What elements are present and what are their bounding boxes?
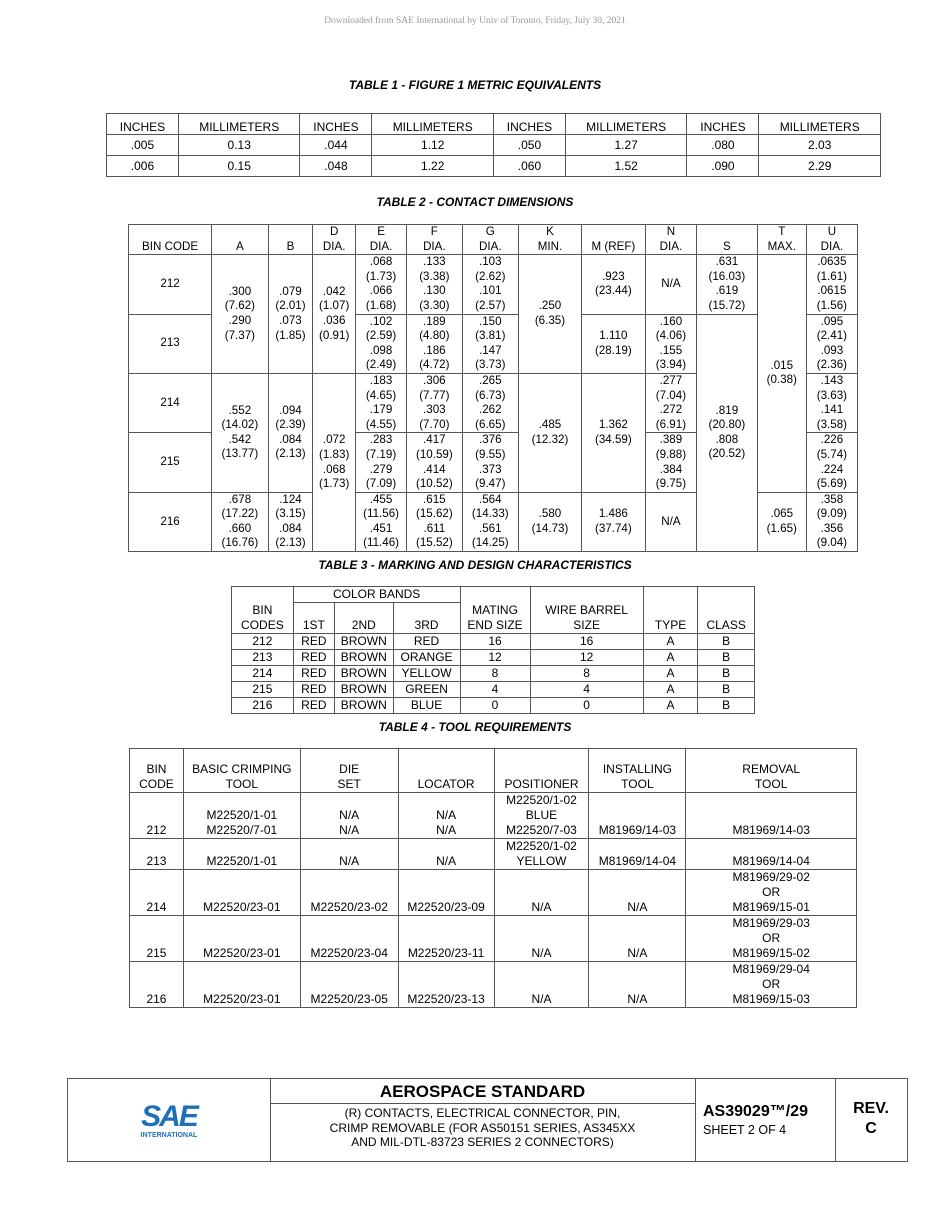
header-cell: T MAX.: [757, 225, 806, 255]
dim-g-cell: .564 (14.33) .561 (14.25): [462, 492, 518, 551]
table-cell: M22520/1-02 BLUE M22520/7-03: [494, 793, 589, 839]
table-cell: A: [643, 682, 698, 698]
table-cell: M22520/23-02: [300, 870, 398, 916]
table-cell: M22520/23-13: [398, 962, 494, 1008]
table-cell: .060: [493, 156, 565, 177]
table1-title: TABLE 1 - FIGURE 1 METRIC EQUIVALENTS: [348, 78, 602, 92]
dim-b-cell: .094 (2.39) .084 (2.13): [268, 373, 313, 492]
header-cell: BASIC CRIMPING TOOL: [183, 749, 300, 793]
dim-n-cell: .389 (9.88) .384 (9.75): [645, 433, 696, 492]
download-watermark: Downloaded from SAE International by Univ of Toronto, Friday, July 30, 2021: [324, 16, 626, 26]
dim-n-cell: N/A: [645, 255, 696, 314]
table-cell: 12: [460, 650, 530, 666]
table-cell: N/A: [494, 962, 589, 1008]
table-cell: A: [643, 634, 698, 650]
table-cell: M22520/23-01: [183, 962, 300, 1008]
header-cell: INCHES: [107, 114, 179, 135]
table2-title: TABLE 2 - CONTACT DIMENSIONS: [376, 195, 574, 209]
table-cell: 4: [460, 682, 530, 698]
table-cell: RED: [293, 634, 334, 650]
table3-header-row: [232, 587, 755, 603]
header-cell: 3RD: [393, 603, 460, 634]
table-cell: 1.27: [565, 135, 687, 156]
header-cell: INCHES: [300, 114, 372, 135]
header-cell: M (REF): [581, 225, 645, 255]
bin-code-cell: 215: [129, 433, 212, 492]
header-cell: BIN CODE: [129, 225, 212, 255]
table-cell: 213: [130, 839, 184, 870]
dim-f-cell: .615 (15.62) .611 (15.52): [407, 492, 462, 551]
table-cell: RED: [293, 682, 334, 698]
table1-metric-equivalents: [106, 113, 881, 177]
logo-cell: [68, 1079, 271, 1161]
table-cell: .090: [687, 156, 759, 177]
table-cell: YELLOW: [393, 666, 460, 682]
table-cell: 12: [530, 650, 643, 666]
table-row: [232, 682, 755, 698]
dim-f-cell: .133 (3.38) .130 (3.30): [407, 255, 462, 314]
table-cell: M22520/23-01: [183, 916, 300, 962]
dim-u-cell: .226 (5.74) .224 (5.69): [806, 433, 857, 492]
table-cell: 16: [460, 634, 530, 650]
header-cell: 1ST: [293, 603, 334, 634]
header-cell: BIN CODES: [232, 587, 294, 634]
header-cell: F DIA.: [407, 225, 462, 255]
table-cell: M81969/14-04: [686, 839, 857, 870]
table-cell: BROWN: [334, 682, 393, 698]
table1-header-row: [107, 114, 881, 135]
dim-n-cell: .160 (4.06) .155 (3.94): [645, 314, 696, 373]
table-cell: N/A: [589, 916, 686, 962]
table-row: [130, 962, 857, 1008]
table-cell: BROWN: [334, 666, 393, 682]
table-cell: .050: [493, 135, 565, 156]
dim-u-cell: .143 (3.63) .141 (3.58): [806, 373, 857, 432]
sheet-number: SHEET 2 OF 4: [703, 1123, 787, 1137]
table-cell: BROWN: [334, 698, 393, 714]
table-cell: 212: [130, 793, 184, 839]
dim-g-cell: .376 (9.55) .373 (9.47): [462, 433, 518, 492]
dim-e-cell: .455 (11.56) .451 (11.46): [355, 492, 406, 551]
table2-header-row: [129, 225, 858, 255]
table-cell: M81969/14-04: [589, 839, 686, 870]
dim-b-cell: .079 (2.01) .073 (1.85): [268, 255, 313, 374]
table-cell: N/A: [300, 839, 398, 870]
table-row: [107, 156, 881, 177]
dim-n-cell: N/A: [645, 492, 696, 551]
header-cell: INCHES: [493, 114, 565, 135]
table-cell: 8: [530, 666, 643, 682]
header-cell: MILLIMETERS: [565, 114, 687, 135]
dim-g-cell: .103 (2.62) .101 (2.57): [462, 255, 518, 314]
table-cell: 1.22: [372, 156, 494, 177]
dim-b-cell: .124 (3.15) .084 (2.13): [268, 492, 313, 551]
dim-k-cell: .485 (12.32): [519, 373, 582, 492]
table-cell: 1.12: [372, 135, 494, 156]
table-cell: RED: [293, 650, 334, 666]
table-cell: RED: [393, 634, 460, 650]
header-cell: REMOVAL TOOL: [686, 749, 857, 793]
table-cell: 0: [460, 698, 530, 714]
header-cell: CLASS: [698, 587, 755, 634]
header-cell: E DIA.: [355, 225, 406, 255]
logo-text: SAE: [141, 1100, 197, 1133]
dim-d-cell: .072 (1.83) .068 (1.73): [313, 373, 356, 551]
table3-title: TABLE 3 - MARKING AND DESIGN CHARACTERISTICS: [318, 558, 632, 572]
dim-m-cell: 1.110 (28.19): [581, 314, 645, 373]
dim-g-cell: .265 (6.73) .262 (6.65): [462, 373, 518, 432]
table-cell: M22520/23-05: [300, 962, 398, 1008]
table-row: [130, 916, 857, 962]
table-cell: M81969/14-03: [589, 793, 686, 839]
table-cell: B: [698, 682, 755, 698]
table-cell: 215: [232, 682, 294, 698]
header-cell: INSTALLING TOOL: [589, 749, 686, 793]
table-row: [130, 839, 857, 870]
dim-e-cell: .068 (1.73) .066 (1.68): [355, 255, 406, 314]
table-cell: 215: [130, 916, 184, 962]
bin-code-cell: 212: [129, 255, 212, 314]
table-cell: M22520/1-01 M22520/7-01: [183, 793, 300, 839]
table-cell: .005: [107, 135, 179, 156]
table-cell: A: [643, 698, 698, 714]
bin-code-cell: 213: [129, 314, 212, 373]
table3-marking-design: [231, 586, 755, 714]
table-cell: A: [643, 650, 698, 666]
standard-description: (R) CONTACTS, ELECTRICAL CONNECTOR, PIN, CRIMP REMOVABLE (FOR AS50151 SERIES, AS345XX AND MIL-DTL-83723 SERIES 2 CONNECTORS): [329, 1106, 636, 1149]
dim-t-cell: .015 (0.38): [757, 255, 806, 493]
bin-code-cell: 214: [129, 373, 212, 432]
bin-code-cell: 216: [129, 492, 212, 551]
table-cell: .006: [107, 156, 179, 177]
header-cell: B: [268, 225, 313, 255]
revision-value: C: [865, 1120, 877, 1137]
table-row: [107, 135, 881, 156]
document-number: AS39029™/29: [703, 1103, 808, 1120]
dim-a-cell: .552 (14.02) .542 (13.77): [212, 373, 268, 492]
table-cell: RED: [293, 698, 334, 714]
table-cell: N/A: [398, 839, 494, 870]
table-cell: 0: [530, 698, 643, 714]
dim-k-cell: .250 (6.35): [519, 255, 582, 374]
standard-cell: [270, 1079, 696, 1161]
table-cell: N/A: [494, 870, 589, 916]
table2-contact-dimensions: [128, 224, 858, 552]
table-cell: RED: [293, 666, 334, 682]
table-cell: 213: [232, 650, 294, 666]
dim-f-cell: .306 (7.77) .303 (7.70): [407, 373, 462, 432]
table-cell: 2.03: [759, 135, 881, 156]
header-cell: K MIN.: [519, 225, 582, 255]
table-cell: 214: [130, 870, 184, 916]
header-cell: G DIA.: [462, 225, 518, 255]
table-cell: .044: [300, 135, 372, 156]
table-cell: 0.15: [178, 156, 300, 177]
table-cell: M81969/14-03: [686, 793, 857, 839]
table-row: [232, 698, 755, 714]
table-cell: 0.13: [178, 135, 300, 156]
logo-subtext: INTERNATIONAL: [140, 1132, 198, 1139]
table4-header-row: [130, 749, 857, 793]
dim-e-cell: .183 (4.65) .179 (4.55): [355, 373, 406, 432]
header-cell: BIN CODE: [130, 749, 184, 793]
header-cell: INCHES: [687, 114, 759, 135]
header-cell: DIE SET: [300, 749, 398, 793]
table-cell: B: [698, 666, 755, 682]
header-cell: S: [697, 225, 758, 255]
dim-m-cell: 1.362 (34.59): [581, 373, 645, 492]
table-cell: 4: [530, 682, 643, 698]
dim-t-cell: .065 (1.65): [757, 492, 806, 551]
header-cell: MILLIMETERS: [178, 114, 300, 135]
table-cell: A: [643, 666, 698, 682]
header-cell: MATING END SIZE: [460, 587, 530, 634]
table-cell: 16: [530, 634, 643, 650]
table-cell: B: [698, 634, 755, 650]
table-cell: M22520/23-04: [300, 916, 398, 962]
header-cell: 2ND: [334, 603, 393, 634]
header-cell: MILLIMETERS: [372, 114, 494, 135]
header-cell: A: [212, 225, 268, 255]
header-cell: LOCATOR: [398, 749, 494, 793]
table-cell: M22520/1-01: [183, 839, 300, 870]
table-cell: M81969/29-02 OR M81969/15-01: [686, 870, 857, 916]
dim-m-cell: .923 (23.44): [581, 255, 645, 314]
color-bands-header: COLOR BANDS: [293, 587, 460, 603]
dim-e-cell: .283 (7.19) .279 (7.09): [355, 433, 406, 492]
dim-d-cell: .042 (1.07) .036 (0.91): [313, 255, 356, 374]
table-cell: .080: [687, 135, 759, 156]
table-cell: M22520/23-11: [398, 916, 494, 962]
header-cell: U DIA.: [806, 225, 857, 255]
dim-u-cell: .095 (2.41) .093 (2.36): [806, 314, 857, 373]
header-cell: N DIA.: [645, 225, 696, 255]
table-cell: .048: [300, 156, 372, 177]
table-cell: 214: [232, 666, 294, 682]
table-cell: N/A N/A: [300, 793, 398, 839]
dim-k-cell: .580 (14.73): [519, 492, 582, 551]
header-cell: TYPE: [643, 587, 698, 634]
dim-u-cell: .0635 (1.61) .0615 (1.56): [806, 255, 857, 314]
table-row: [130, 870, 857, 916]
table-cell: B: [698, 698, 755, 714]
table-row: [130, 793, 857, 839]
table4-title: TABLE 4 - TOOL REQUIREMENTS: [378, 720, 572, 734]
table-cell: N/A: [494, 916, 589, 962]
dim-m-cell: 1.486 (37.74): [581, 492, 645, 551]
revision-cell: [835, 1079, 907, 1161]
table4-tool-requirements: [129, 748, 857, 1008]
dim-a-cell: .678 (17.22) .660 (16.76): [212, 492, 268, 551]
table-cell: BROWN: [334, 650, 393, 666]
dim-s-cell: .819 (20.80) .808 (20.52): [697, 314, 758, 552]
sae-logo: [134, 1099, 204, 1139]
standard-title: AEROSPACE STANDARD: [270, 1079, 695, 1104]
revision-label: REV.: [853, 1100, 889, 1117]
table-cell: M22520/23-01: [183, 870, 300, 916]
dim-n-cell: .277 (7.04) .272 (6.91): [645, 373, 696, 432]
table-cell: M81969/29-03 OR M81969/15-02: [686, 916, 857, 962]
table-cell: 2.29: [759, 156, 881, 177]
dim-e-cell: .102 (2.59) .098 (2.49): [355, 314, 406, 373]
dim-s-cell: .631 (16.03) .619 (15.72): [697, 255, 758, 314]
table-cell: N/A: [589, 962, 686, 1008]
table-cell: 216: [130, 962, 184, 1008]
dim-a-cell: .300 (7.62) .290 (7.37): [212, 255, 268, 374]
table-cell: N/A N/A: [398, 793, 494, 839]
table-row: [232, 634, 755, 650]
table-cell: M22520/23-09: [398, 870, 494, 916]
table-cell: M22520/1-02 YELLOW: [494, 839, 589, 870]
table-cell: BROWN: [334, 634, 393, 650]
title-block: [67, 1078, 908, 1162]
table-cell: ORANGE: [393, 650, 460, 666]
table-cell: GREEN: [393, 682, 460, 698]
dim-f-cell: .189 (4.80) .186 (4.72): [407, 314, 462, 373]
table-cell: 212: [232, 634, 294, 650]
table-cell: 1.52: [565, 156, 687, 177]
document-number-cell: [695, 1079, 836, 1161]
table-row: [232, 666, 755, 682]
header-cell: MILLIMETERS: [759, 114, 881, 135]
dim-g-cell: .150 (3.81) .147 (3.73): [462, 314, 518, 373]
table-row: [232, 650, 755, 666]
dim-f-cell: .417 (10.59) .414 (10.52): [407, 433, 462, 492]
table-row: [129, 255, 858, 314]
dim-u-cell: .358 (9.09) .356 (9.04): [806, 492, 857, 551]
table-cell: 8: [460, 666, 530, 682]
table-cell: 216: [232, 698, 294, 714]
table-cell: B: [698, 650, 755, 666]
header-cell: POSITIONER: [494, 749, 589, 793]
header-cell: D DIA.: [313, 225, 356, 255]
header-cell: WIRE BARREL SIZE: [530, 587, 643, 634]
table-cell: N/A: [589, 870, 686, 916]
table-cell: M81969/29-04 OR M81969/15-03: [686, 962, 857, 1008]
table-cell: BLUE: [393, 698, 460, 714]
